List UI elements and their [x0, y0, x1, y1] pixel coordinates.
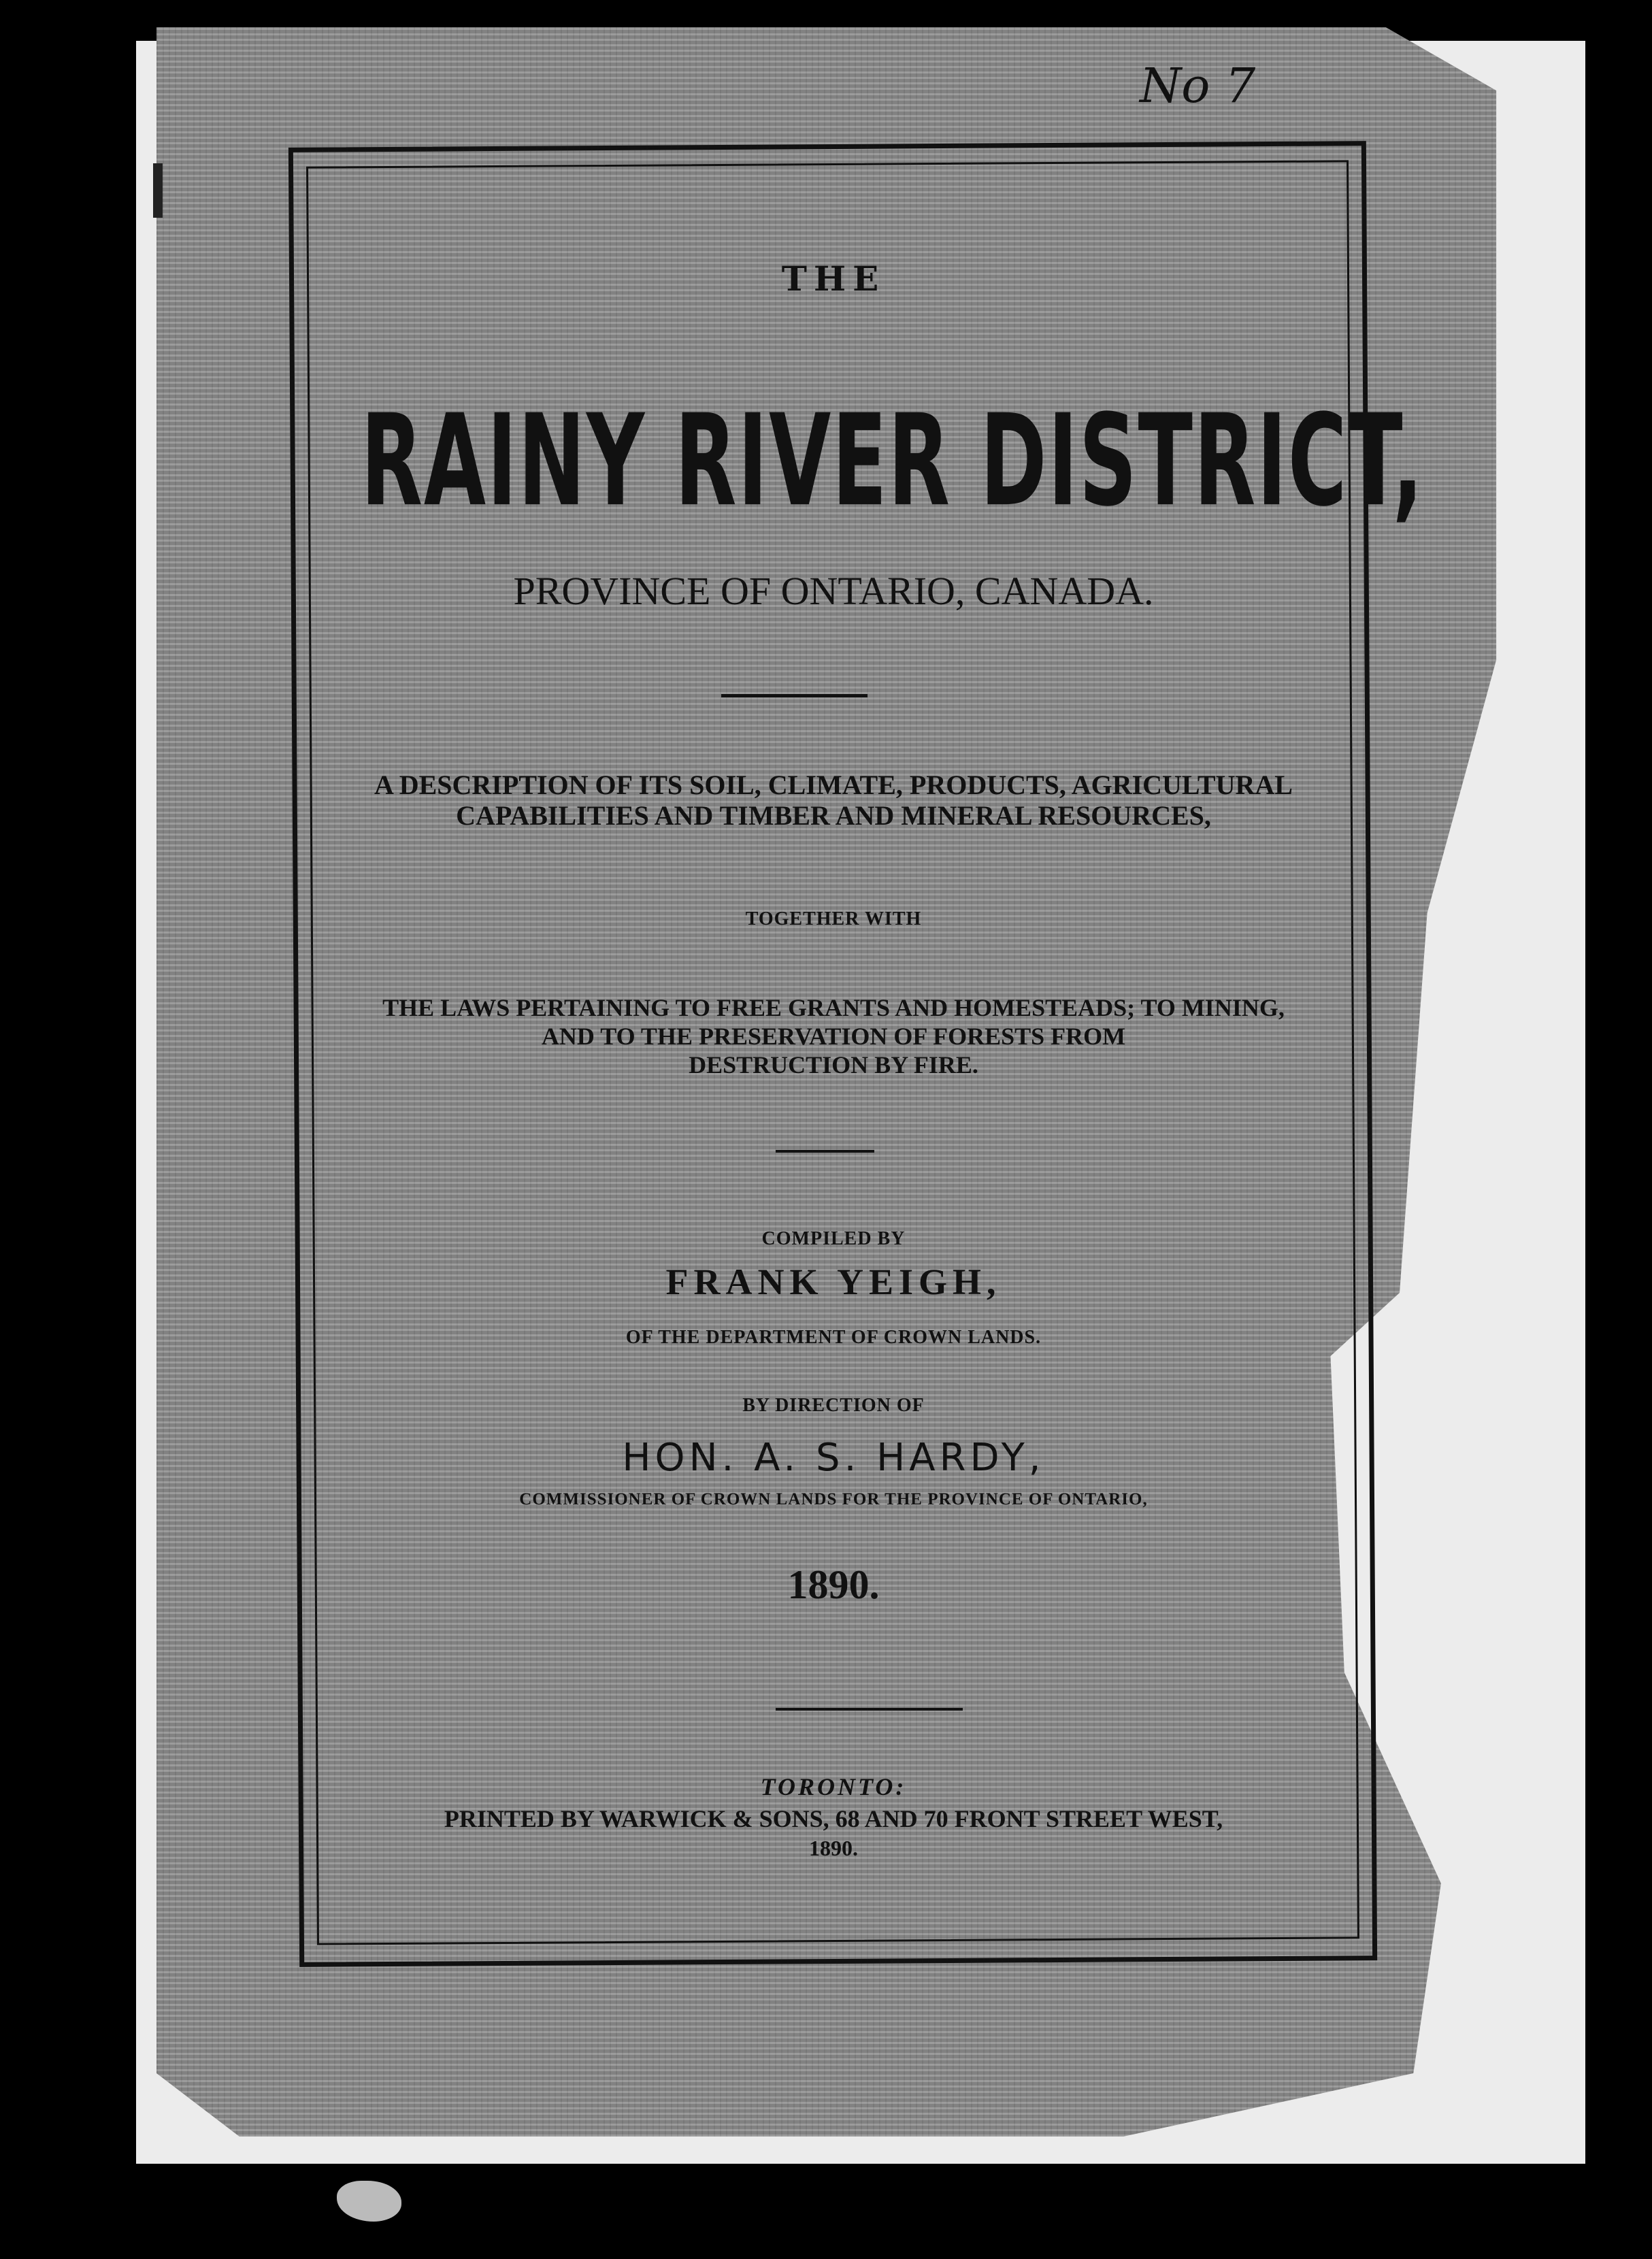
- divider-rule-1: [721, 694, 868, 697]
- author-department: OF THE DEPARTMENT OF CROWN LANDS.: [625, 1327, 1042, 1348]
- author-name: FRANK YEIGH,: [665, 1262, 1002, 1302]
- compiled-by-label: COMPILED BY: [761, 1228, 906, 1249]
- paper-blot: [337, 2181, 401, 2222]
- page-title: RAINY RIVER DISTRICT,: [361, 388, 1425, 535]
- description-line-1: A DESCRIPTION OF ITS SOIL, CLIMATE, PRODUCTS, AGRICULTURAL: [374, 770, 1293, 800]
- handwritten-inscription: No 7: [1140, 58, 1256, 114]
- laws-line-2: AND TO THE PRESERVATION OF FORESTS FROM: [541, 1023, 1126, 1050]
- imprint-printer: PRINTED BY WARWICK & SONS, 68 AND 70 FRONT STREET WEST,: [444, 1805, 1223, 1832]
- title-article: THE: [781, 259, 886, 299]
- title-page: [320, 170, 1425, 1939]
- laws-line-1: THE LAWS PERTAINING TO FREE GRANTS AND HOMESTEADS; TO MINING,: [382, 994, 1285, 1021]
- publication-year: 1890.: [787, 1562, 880, 1607]
- imprint-place: TORONTO:: [760, 1773, 907, 1800]
- binding-mark: [153, 163, 163, 218]
- subtitle-province: PROVINCE OF ONTARIO, CANADA.: [513, 569, 1154, 613]
- description-line-2: CAPABILITIES AND TIMBER AND MINERAL RESOURCES,: [456, 800, 1211, 831]
- imprint-year: 1890.: [809, 1836, 858, 1860]
- together-with: TOGETHER WITH: [745, 908, 922, 929]
- director-title: COMMISSIONER OF CROWN LANDS FOR THE PROVINCE OF ONTARIO,: [519, 1490, 1148, 1508]
- director-name: HON. A. S. HARDY,: [622, 1436, 1045, 1480]
- direction-label: BY DIRECTION OF: [742, 1395, 925, 1416]
- divider-rule-2: [776, 1150, 874, 1153]
- divider-rule-3: [776, 1708, 963, 1711]
- laws-line-3: DESTRUCTION BY FIRE.: [689, 1051, 978, 1078]
